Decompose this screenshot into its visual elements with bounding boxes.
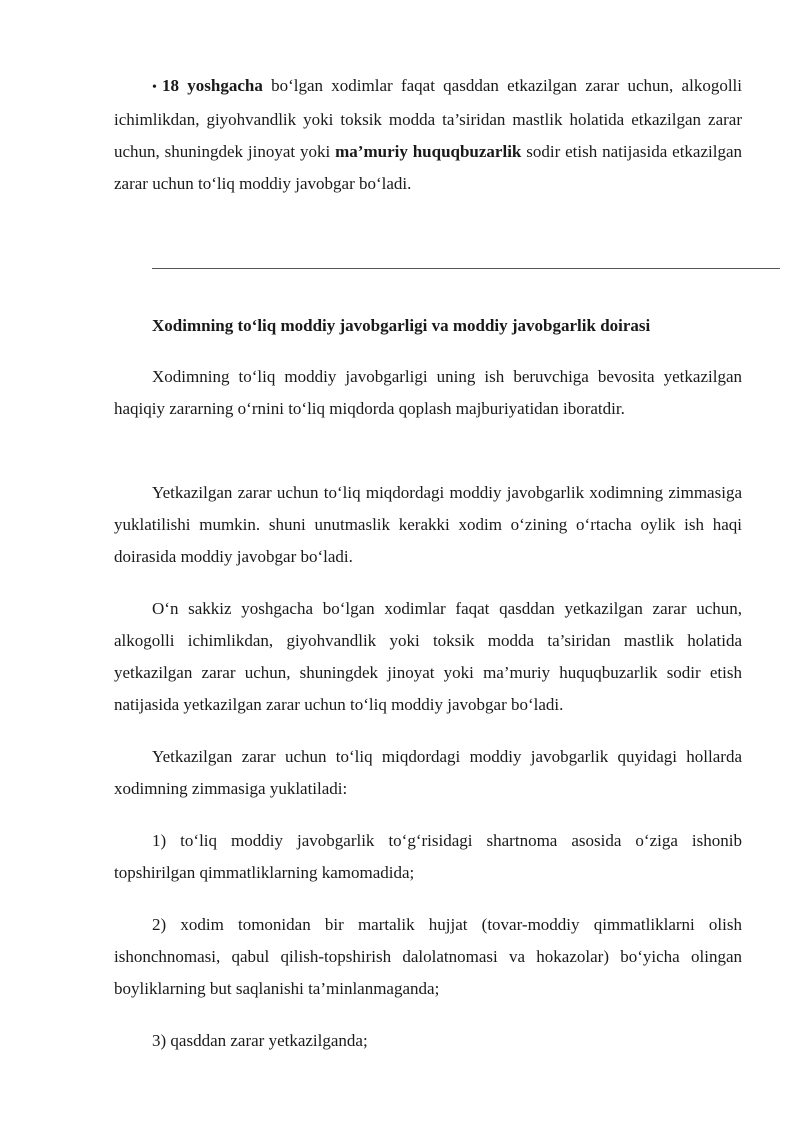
list-item-3-text: 3) qasddan zarar yetkazilganda; — [152, 1031, 368, 1050]
section-heading: Xodimning to‘liq moddiy javobgarligi va moddiy javobgarlik doirasi — [152, 316, 651, 335]
paragraph-4 — [114, 741, 742, 805]
intro-paragraph — [114, 70, 742, 200]
paragraph-3 — [114, 593, 742, 721]
paragraph-3-text: O‘n sakkiz yoshgacha bo‘lgan xodimlar faqat qasddan yetkazilgan zarar uchun, alkogolli ichimlikdan, giyohvandlik yoki toksik modda ta’siridan mastlik holatida yetkazilgan zarar uchun, shuningdek jinoyat yoki ma’muriy huquqbuzarlik sodir etish natijasida yetkazilgan zarar uchun to‘liq moddiy javobgar bo‘ladi. — [114, 599, 742, 714]
bullet-icon: • — [152, 80, 157, 95]
list-item-3 — [114, 1025, 742, 1057]
intro-bold-start: 18 yoshgacha — [162, 76, 263, 95]
list-item-1 — [114, 825, 742, 889]
list-item-2 — [114, 909, 742, 1005]
paragraph-2 — [114, 477, 742, 573]
paragraph-2-text: Yetkazilgan zarar uchun to‘liq miqdordagi moddiy javobgarlik xodimning zimmasiga yuklatilishi mumkin. shuni unutmaslik kerakki xodim o‘zining o‘rtacha oylik ish haqi doirasida moddiy javobgar bo‘ladi. — [114, 483, 742, 566]
intro-text-part1: bo‘lgan xodimlar faqat qasddan etkazilgan zarar uchun, alkogolli ichimlikdan, giyohvandlik yoki toksik modda ta’siridan mastlik holatida etkazilgan zarar uchun, shuningdek jinoyat yoki — [114, 76, 742, 161]
list-item-2-text: 2) xodim tomonidan bir martalik hujjat (tovar-moddiy qimmatliklarni olish ishonchnomasi, qabul qilish-topshirish dalolatnomasi va hokazolar) bo‘yicha olingan boyliklarning but saqlanishi ta’minlanmaganda; — [114, 915, 742, 998]
paragraph-1 — [114, 361, 742, 425]
intro-bold-middle: ma’muriy huquqbuzarlik — [335, 142, 522, 161]
list-item-1-text: 1) to‘liq moddiy javobgarlik to‘g‘risidagi shartnoma asosida o‘ziga ishonib topshirilgan qimmatliklarning kamomadida; — [114, 831, 742, 882]
paragraph-1-text: Xodimning to‘liq moddiy javobgarligi uning ish beruvchiga bevosita yetkazilgan haqiqiy zararning o‘rnini to‘liq miqdorda qoplash majburiyatidan iboratdir. — [114, 367, 742, 418]
horizontal-divider — [152, 268, 780, 269]
paragraph-4-text: Yetkazilgan zarar uchun to‘liq miqdordagi moddiy javobgarlik quyidagi hollarda xodimning zimmasiga yuklatiladi: — [114, 747, 742, 798]
intro-text-part2: sodir etish natijasida etkazilgan zarar uchun to‘liq moddiy javobgar bo‘ladi. — [114, 142, 742, 193]
